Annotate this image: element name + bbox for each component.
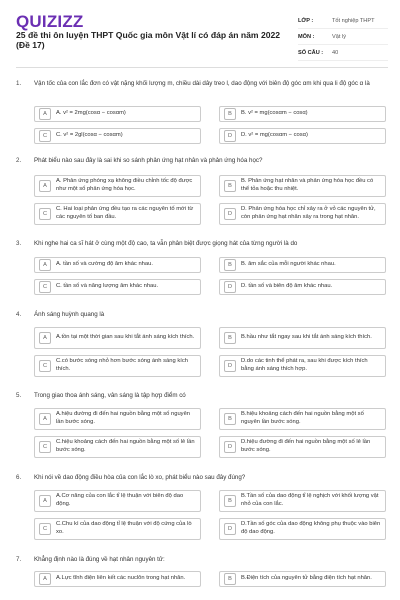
option-text: C. tần số và năng lượng âm khác nhau. — [56, 283, 159, 290]
option-text: C.có bước sóng nhỏ hơn bước sóng ánh sáng kích thích. — [56, 358, 188, 372]
option-text: D.hiệu đường đi đến hai nguồn bằng một số lẻ lần bước sóng. — [241, 439, 371, 453]
option-text: B. v² = mg(cosαm − cosα) — [241, 110, 308, 117]
option-text: A.tồn tại một thời gian sau khi tắt ánh sáng kích thích. — [56, 334, 195, 341]
option-letter: D — [224, 441, 236, 453]
option-a[interactable] — [34, 327, 201, 349]
meta-row-count — [298, 45, 388, 61]
option-b[interactable] — [219, 408, 386, 430]
option-text: D. v² = mg(cosαm − cosα) — [241, 132, 308, 139]
option-letter: D — [224, 360, 236, 372]
meta-label: LỚP : — [298, 17, 314, 24]
option-letter: B — [224, 108, 236, 120]
meta-value: 40 — [332, 49, 339, 56]
option-text: B.Tần số của dao động tỉ lệ nghịch với khối lượng vật nhỏ của con lắc. — [241, 493, 379, 507]
page-title: 25 đề thi ôn luyện THPT Quốc gia môn Vật lí có đáp án năm 2022 (Đề 17) — [16, 30, 281, 50]
option-text: D.do các tinh thể phát ra, sau khi được kích thích bằng ánh sáng thích hợp. — [241, 358, 368, 372]
option-letter: B — [224, 495, 236, 507]
option-text: A.Cơ năng của con lắc tỉ lệ thuận với biên độ dao động. — [56, 493, 184, 507]
header-divider — [16, 67, 388, 68]
option-letter: C — [39, 281, 51, 293]
option-letter: A — [39, 495, 51, 507]
option-letter: D — [224, 208, 236, 220]
option-a[interactable] — [34, 490, 201, 512]
question-text: Ánh sáng huỳnh quang là — [34, 311, 105, 318]
option-letter: A — [39, 259, 51, 271]
option-text: C.Chu kì của dao động tỉ lệ thuận với độ cứng của lò xo. — [56, 521, 192, 535]
option-letter: A — [39, 180, 51, 192]
option-c[interactable] — [34, 128, 201, 144]
option-text: B.Điện tích của nguyên tử bằng điện tích hạt nhân. — [241, 575, 372, 582]
option-text: A.hiệu đường đi đến hai nguồn bằng một số nguyên lần bước sóng. — [56, 411, 191, 425]
option-c[interactable] — [34, 279, 201, 295]
option-letter: D — [224, 130, 236, 142]
question-text: Vận tốc của con lắc đơn có vật nặng khối lượng m, chiều dài dây treo l, dao động với biên độ góc αm khi qua li độ góc α là — [34, 80, 370, 87]
option-text: D. tần số và biên độ âm khác nhau. — [241, 283, 333, 290]
option-letter: B — [224, 180, 236, 192]
meta-label: SỐ CÂU : — [298, 49, 324, 56]
option-b[interactable] — [219, 106, 386, 122]
option-c[interactable] — [34, 518, 201, 540]
question-number: 1. — [16, 80, 22, 87]
option-letter: A — [39, 573, 51, 585]
option-letter: B — [224, 259, 236, 271]
option-letter: B — [224, 573, 236, 585]
option-text: A. tần số và cường độ âm khác nhau. — [56, 261, 153, 268]
option-letter: D — [224, 523, 236, 535]
option-a[interactable] — [34, 106, 201, 122]
option-a[interactable] — [34, 408, 201, 430]
option-d[interactable] — [219, 518, 386, 540]
question-number: 5. — [16, 392, 22, 399]
question-text: Trong giao thoa ánh sáng, vân sáng là tập hợp điểm có — [34, 392, 186, 399]
option-c[interactable] — [34, 355, 201, 377]
option-text: C.hiệu khoảng cách đến hai nguồn bằng một số lẻ lần bước sóng. — [56, 439, 195, 453]
option-text: A. Phản ứng phóng xạ không điều chỉnh tốc độ được như một số phản ứng hóa học. — [56, 178, 193, 192]
question-number: 2. — [16, 157, 22, 164]
option-letter: A — [39, 332, 51, 344]
question-text: Phát biểu nào sau đây là sai khi so sánh phản ứng hạt nhân và phản ứng hóa học? — [34, 157, 263, 164]
meta-value: Tốt nghiệp THPT — [332, 17, 375, 24]
option-letter: B — [224, 413, 236, 425]
option-text: B.hầu như tắt ngay sau khi tắt ánh sáng kích thích. — [241, 334, 372, 341]
option-b[interactable] — [219, 327, 386, 349]
option-text: D.Tần số góc của dao động không phụ thuộc vào biên độ dao động. — [241, 521, 381, 535]
option-text: D. Phản ứng hóa học chỉ xảy ra ở vỏ các nguyên tử, còn phản ứng hạt nhân xảy ra trong hạt nhân. — [241, 206, 376, 220]
option-c[interactable] — [34, 203, 201, 225]
question-number: 6. — [16, 474, 22, 481]
option-d[interactable] — [219, 203, 386, 225]
question-number: 4. — [16, 311, 22, 318]
question-number: 7. — [16, 556, 22, 563]
meta-row-subject — [298, 29, 388, 45]
option-letter: D — [224, 281, 236, 293]
option-text: B.hiệu khoảng cách đến hai nguồn bằng một số nguyên lần bước sóng. — [241, 411, 364, 425]
option-letter: A — [39, 108, 51, 120]
option-letter: C — [39, 360, 51, 372]
option-a[interactable] — [34, 571, 201, 587]
option-text: B. âm sắc của mỗi người khác nhau. — [241, 261, 336, 268]
option-letter: C — [39, 208, 51, 220]
option-text: A. v² = 2mg(cosα − cosαm) — [56, 110, 126, 117]
option-d[interactable] — [219, 355, 386, 377]
option-a[interactable] — [34, 257, 201, 273]
option-d[interactable] — [219, 128, 386, 144]
option-d[interactable] — [219, 279, 386, 295]
option-a[interactable] — [34, 175, 201, 197]
meta-value: Vật lý — [332, 33, 346, 40]
quizizz-logo: QUIZIZZ — [16, 12, 84, 31]
option-text: C. Hai loại phản ứng đều tạo ra các nguyên tố mới từ các nguyên tố ban đầu. — [56, 206, 194, 220]
question-text: Khi nói về dao động điều hòa của con lắc lò xo, phát biểu nào sau đây đúng? — [34, 474, 246, 481]
option-c[interactable] — [34, 436, 201, 458]
question-text: Khi nghe hai ca sĩ hát ở cùng một độ cao, ta vẫn phân biệt được giọng hát của từng người là do — [34, 240, 298, 247]
option-b[interactable] — [219, 571, 386, 587]
option-text: C. v² = 2gl(cosα − cosαm) — [56, 132, 123, 139]
option-b[interactable] — [219, 257, 386, 273]
option-text: A.Lực tĩnh điện liên kết các nuclôn trong hạt nhân. — [56, 575, 186, 582]
option-letter: B — [224, 332, 236, 344]
option-b[interactable] — [219, 490, 386, 512]
meta-label: MÔN : — [298, 33, 315, 40]
option-b[interactable] — [219, 175, 386, 197]
option-letter: C — [39, 441, 51, 453]
option-text: B. Phản ứng hạt nhân và phản ứng hóa học đều có thể tỏa hoặc thu nhiệt. — [241, 178, 374, 192]
question-text: Khẳng định nào là đúng về hạt nhân nguyên tử: — [34, 556, 165, 563]
option-letter: A — [39, 413, 51, 425]
meta-row-class — [298, 13, 388, 29]
option-letter: C — [39, 130, 51, 142]
option-letter: C — [39, 523, 51, 535]
option-d[interactable] — [219, 436, 386, 458]
meta-panel — [298, 13, 388, 61]
question-number: 3. — [16, 240, 22, 247]
